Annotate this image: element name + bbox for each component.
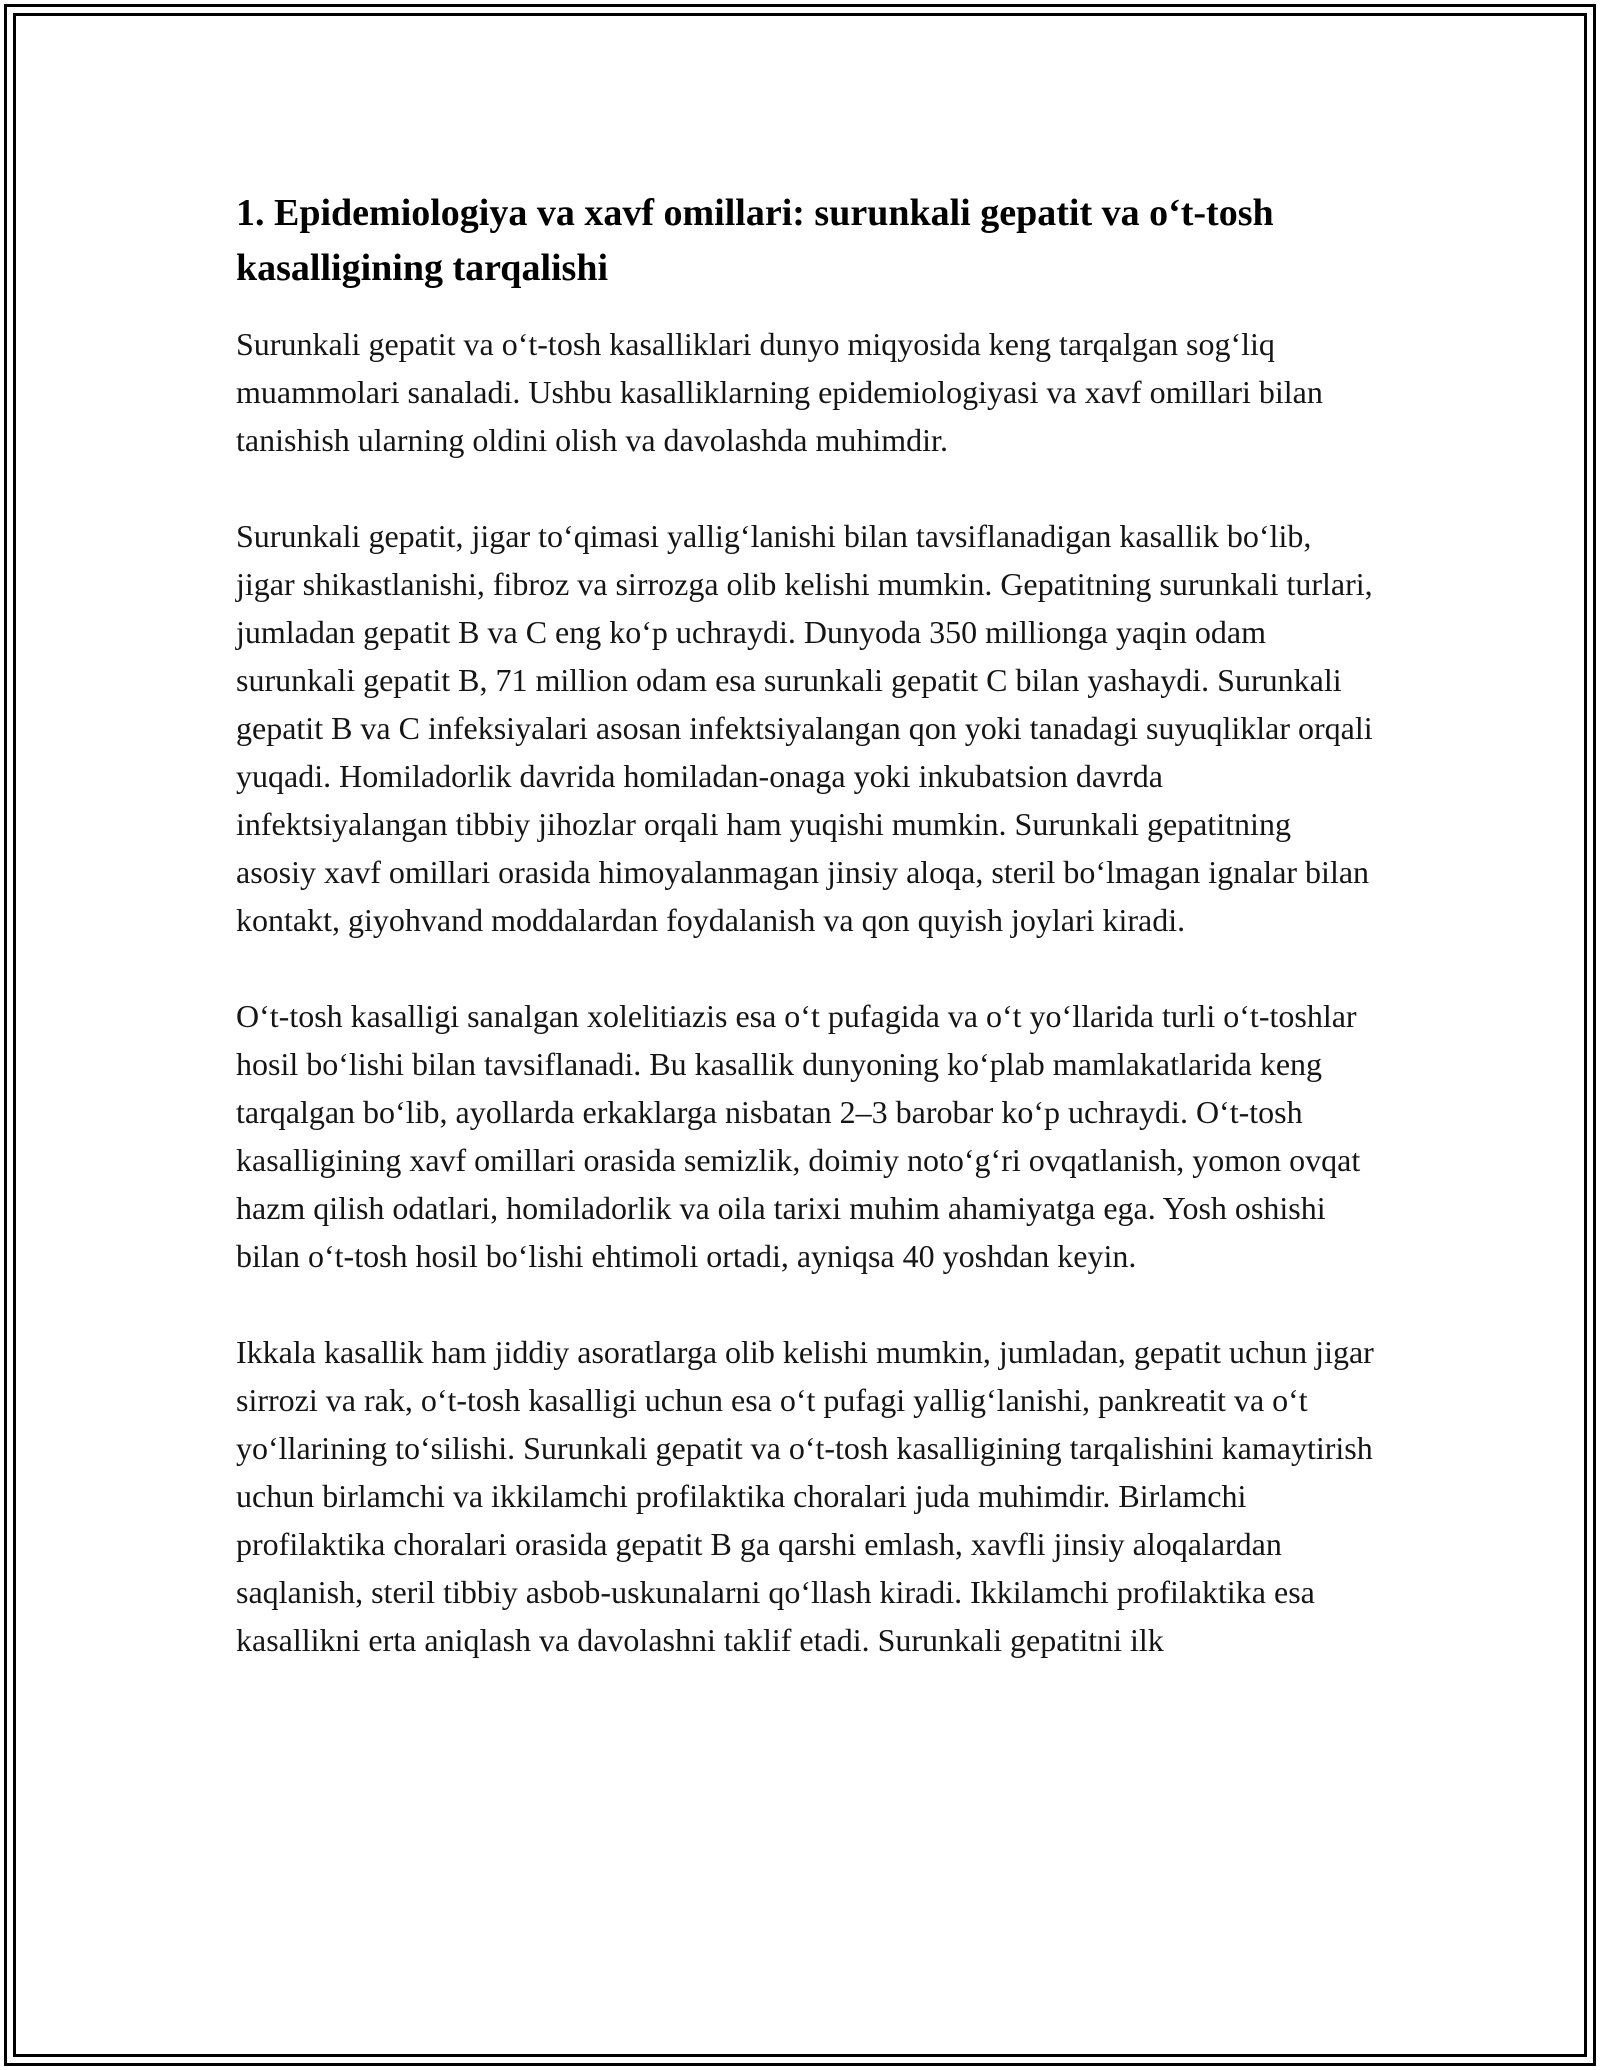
- section-heading: 1. Epidemiologiya va xavf omillari: surunkali gepatit va o‘t-tosh kasalligining tarqalishi: [236, 192, 1274, 289]
- paragraph-hepatitis: Surunkali gepatit, jigar to‘qimasi yallig‘lanishi bilan tavsiflanadigan kasallik bo‘lib, jigar shikastlanishi, fibroz va sirrozga olib kelishi mumkin. Gepatitning surunkali turlari, jumladan gepatit B va C eng ko‘p uchraydi. Dunyoda 350 millionga yaqin odam surunkali gepatit B, 71 million odam esa surunkali gepatit C bilan yashaydi. Surunkali gepatit B va C infeksiyalari asosan infektsiyalangan qon yoki tanadagi suyuqliklar orqali yuqadi. Homiladorlik davrida homiladan-onaga yoki inkubatsion davrda infektsiyalangan tibbiy jihozlar orqali ham yuqishi mumkin. Surunkali gepatitning asosiy xavf omillari orasida himoyalanmagan jinsiy aloqa, steril bo‘lmagan ignalar bilan kontakt, giyohvand moddalardan foydalanish va qon quyish joylari kiradi.: [236, 518, 1373, 938]
- paragraph-intro: Surunkali gepatit va o‘t-tosh kasalliklari dunyo miqyosida keng tarqalgan sog‘liq muammolari sanaladi. Ushbu kasalliklarning epidemiologiyasi va xavf omillari bilan tanishish ularning oldini olish va davolashda muhimdir.: [236, 326, 1323, 458]
- paragraph-prevention: Ikkala kasallik ham jiddiy asoratlarga olib kelishi mumkin, jumladan, gepatit uchun jigar sirrozi va rak, o‘t-tosh kasalligi uchun esa o‘t pufagi yallig‘lanishi, pankreatit va o‘t yo‘llarining to‘silishi. Surunkali gepatit va o‘t-tosh kasalligining tarqalishini kamaytirish uchun birlamchi va ikkilamchi profilaktika choralari juda muhimdir. Birlamchi profilaktika choralari orasida gepatit B ga qarshi emlash, xavfli jinsiy aloqalardan saqlanish, steril tibbiy asbob-uskunalarni qo‘llash kiradi. Ikkilamchi profilaktika esa kasallikni erta aniqlash va davolashni taklif etadi. Surunkali gepatitni ilk: [236, 1334, 1374, 1658]
- document-body: [236, 186, 1376, 1712]
- paragraph-gallstone: O‘t-tosh kasalligi sanalgan xolelitiazis esa o‘t pufagida va o‘t yo‘llarida turli o‘t-toshlar hosil bo‘lishi bilan tavsiflanadi. Bu kasallik dunyoning ko‘plab mamlakatlarida keng tarqalgan bo‘lib, ayollarda erkaklarga nisbatan 2–3 barobar ko‘p uchraydi. O‘t-tosh kasalligining xavf omillari orasida semizlik, doimiy noto‘g‘ri ovqatlanish, yomon ovqat hazm qilish odatlari, homiladorlik va oila tarixi muhim ahamiyatga ega. Yosh oshishi bilan o‘t-tosh hosil bo‘lishi ehtimoli ortadi, ayniqsa 40 yoshdan keyin.: [236, 998, 1361, 1274]
